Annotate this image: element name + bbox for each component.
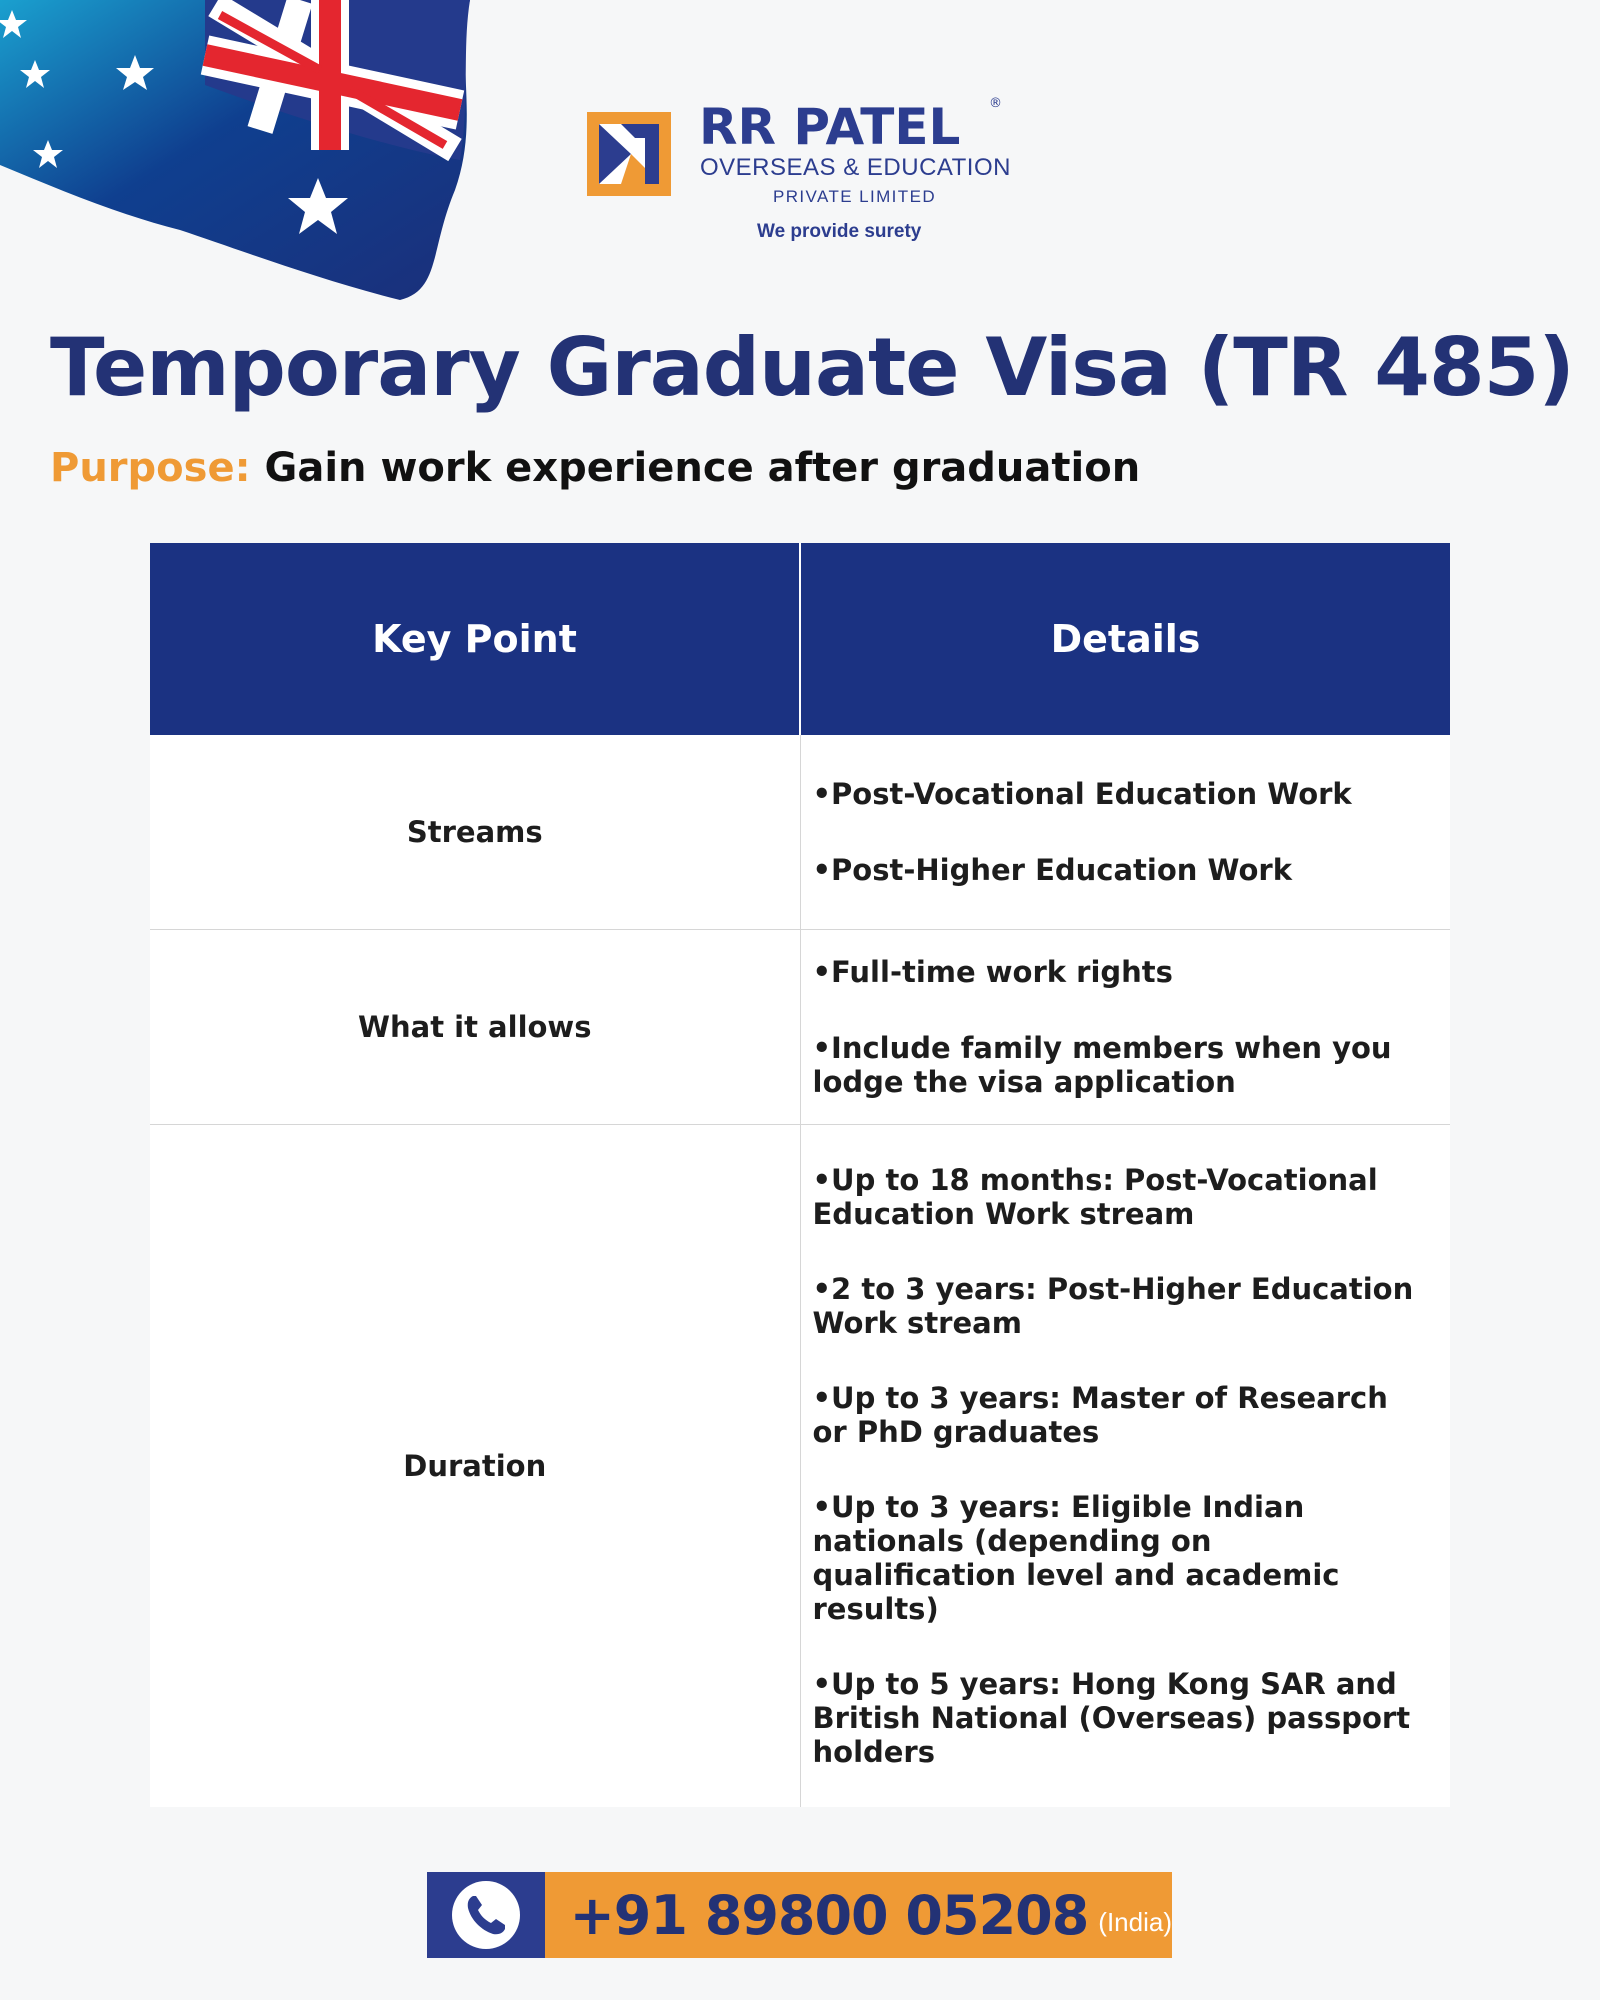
phone-icon-box xyxy=(427,1872,545,1958)
list-item: • Post-Vocational Education Work xyxy=(813,777,1421,811)
registered-mark: ® xyxy=(989,96,1002,111)
table-row-what-it-allows xyxy=(150,930,1450,1125)
rr-patel-logo-icon xyxy=(585,108,677,200)
list-item: • Up to 3 years: Eligible Indian nationals (depending on qualification level and academic results) xyxy=(813,1490,1421,1626)
list-item: • Full-time work rights xyxy=(813,955,1421,989)
phone-number[interactable]: +91 89800 05208 xyxy=(569,1883,1089,1947)
list-item: • 2 to 3 years: Post-Higher Education Work stream xyxy=(813,1272,1421,1340)
phone-contact-bar[interactable] xyxy=(427,1872,1172,1958)
page-title: Temporary Graduate Visa (TR 485) xyxy=(50,321,1574,414)
phone-icon xyxy=(449,1878,523,1952)
purpose-text: Gain work experience after graduation xyxy=(264,445,1141,491)
details-what-it-allows xyxy=(800,930,1450,1125)
table-row-duration xyxy=(150,1125,1450,1808)
phone-country: (India) xyxy=(1098,1906,1172,1937)
phone-number-box xyxy=(545,1872,1172,1958)
brand-subtitle: OVERSEAS & EDUCATION xyxy=(700,154,1011,181)
list-item: • Up to 3 years: Master of Research or PhD graduates xyxy=(813,1381,1421,1449)
details-streams xyxy=(800,735,1450,930)
visa-info-table xyxy=(150,543,1450,1807)
header-details: Details xyxy=(800,543,1450,735)
header-key-point: Key Point xyxy=(150,543,800,735)
table-row-streams xyxy=(150,735,1450,930)
table-header-row xyxy=(150,543,1450,735)
list-item: • Post-Higher Education Work xyxy=(813,853,1421,887)
australian-flag-image xyxy=(0,0,480,310)
list-item: • Up to 5 years: Hong Kong SAR and British National (Overseas) passport holders xyxy=(813,1667,1421,1769)
details-duration xyxy=(800,1125,1450,1808)
brand-subtitle-2: PRIVATE LIMITED xyxy=(773,187,937,206)
purpose-line xyxy=(50,440,1140,496)
key-streams: Streams xyxy=(150,735,800,930)
brand-name: RR PATEL xyxy=(699,98,961,156)
key-duration: Duration xyxy=(150,1125,800,1808)
list-item: • Up to 18 months: Post-Vocational Education Work stream xyxy=(813,1163,1421,1231)
brand-tagline: We provide surety xyxy=(757,221,922,242)
brand-logo xyxy=(585,96,1015,250)
purpose-label: Purpose: xyxy=(50,445,251,491)
key-what-it-allows: What it allows xyxy=(150,930,800,1125)
list-item: • Include family members when you lodge the visa application xyxy=(813,1031,1421,1099)
